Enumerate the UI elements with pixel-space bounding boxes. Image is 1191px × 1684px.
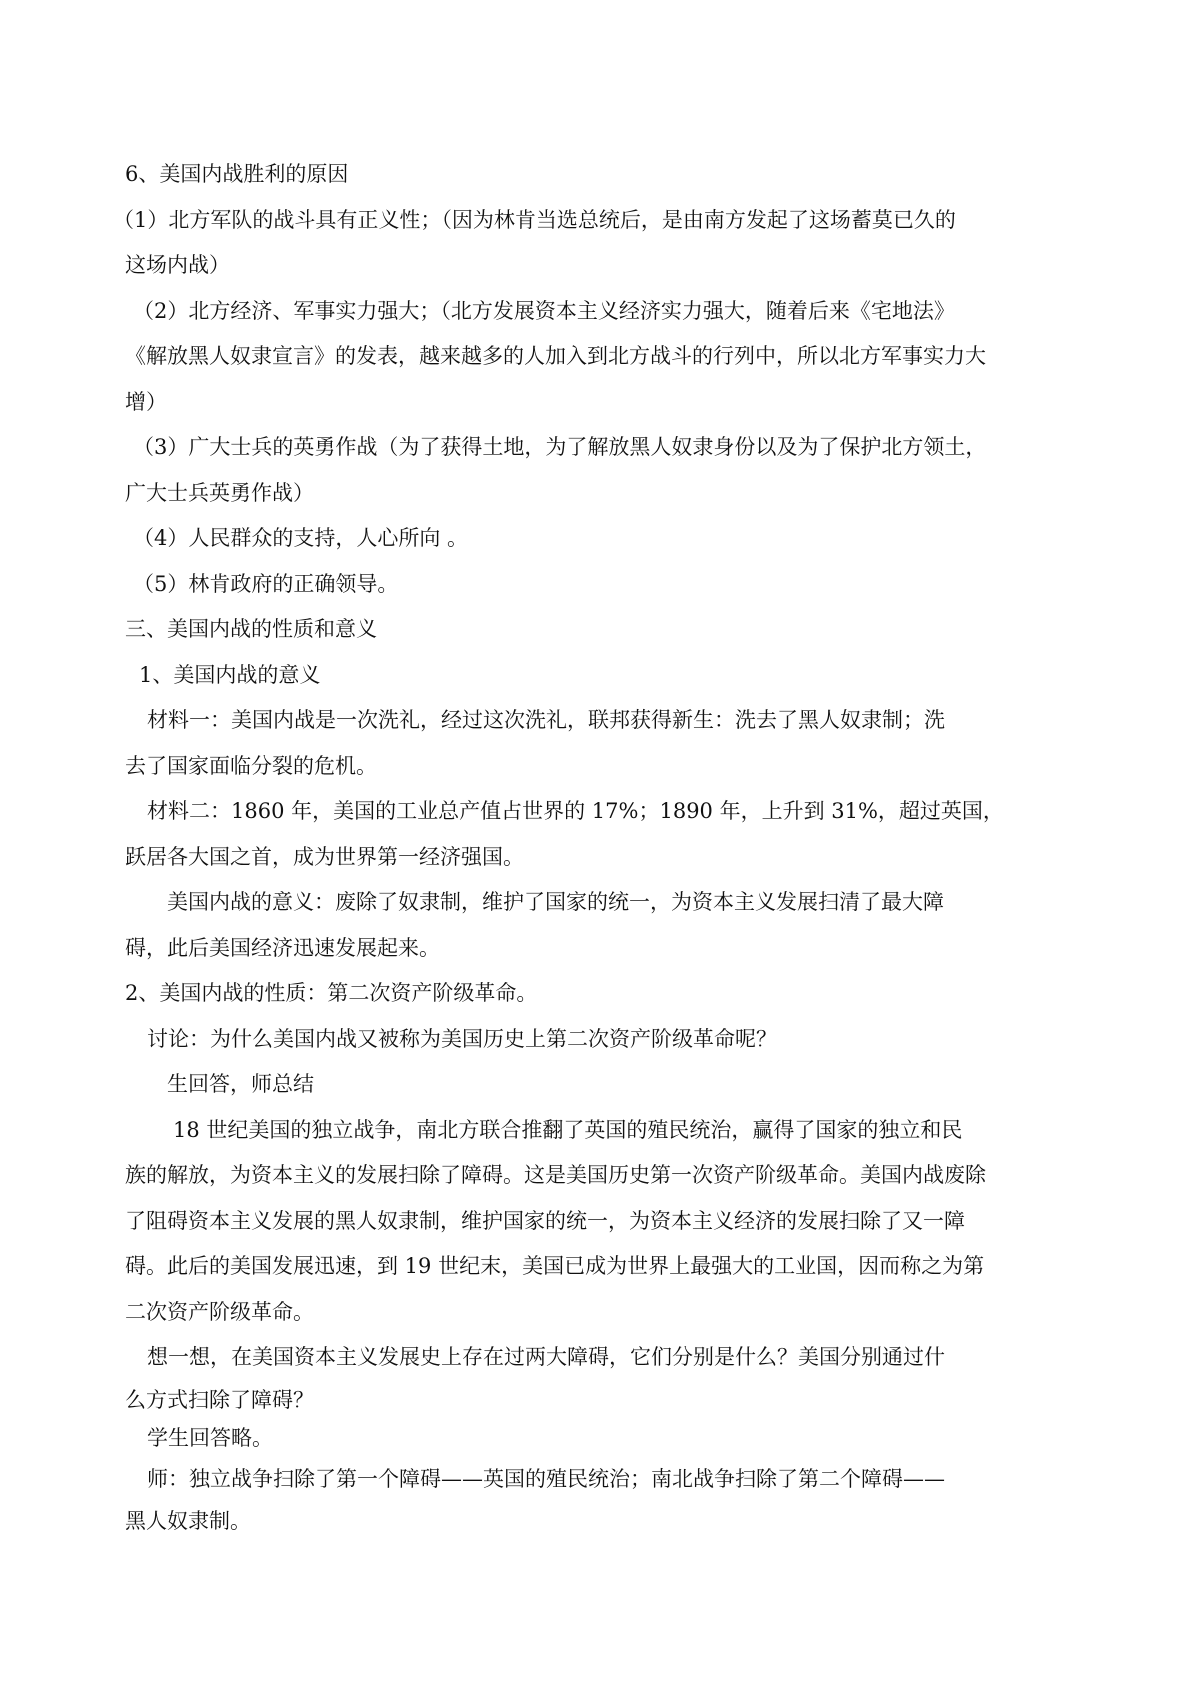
paragraph-line: （1）北方军队的战斗具有正义性；（因为林肯当选总统后，是由南方发起了这场蓄莫已久的 <box>113 207 956 232</box>
paragraph-line: 族的解放，为资本主义的发展扫除了障碍。这是美国历史第一次资产阶级革命。美国内战废除 <box>125 1163 986 1187</box>
paragraph-line: 了阻碍资本主义发展的黑人奴隶制，维护国家的统一，为资本主义经济的发展扫除了又一障 <box>125 1208 965 1233</box>
paragraph-line: 黑人奴隶制。 <box>125 1509 251 1533</box>
paragraph-line: 碍，此后美国经济迅速发展起来。 <box>125 935 440 960</box>
discussion-line: 讨论：为什么美国内战又被称为美国历史上第二次资产阶级革命呢？ <box>147 1026 777 1051</box>
paragraph-line: 18 世纪美国的独立战争，南北方联合推翻了英国的殖民统治，赢得了国家的独立和民 <box>173 1117 963 1142</box>
material-paragraph-line: 材料二：1860 年，美国的工业总产值占世界的 17%；1890 年，上升到 31%，超过英国， <box>147 799 1004 823</box>
paragraph-line: 学生回答略。 <box>147 1425 273 1450</box>
material-paragraph-line: 去了国家面临分裂的危机。 <box>125 753 377 778</box>
paragraph-line: （4）人民群众的支持，人心所向 。 <box>133 526 469 550</box>
paragraph-line: 这场内战） <box>125 253 230 277</box>
material-paragraph-line: 材料一：美国内战是一次洗礼，经过这次洗礼，联邦获得新生：洗去了黑人奴隶制；洗 <box>147 708 945 732</box>
paragraph-line: 增） <box>125 389 167 414</box>
paragraph-line: 《解放黑人奴隶宣言》的发表，越来越多的人加入到北方战斗的行列中，所以北方军事实力大 <box>125 344 986 368</box>
paragraph-line: 生回答，师总结 <box>167 1072 314 1096</box>
subsection-heading-significance: 1、美国内战的意义 <box>139 662 321 687</box>
paragraph-line: （5）林肯政府的正确领导。 <box>133 571 399 596</box>
paragraph-line: 师：独立战争扫除了第一个障碍——英国的殖民统治；南北战争扫除了第二个障碍—— <box>147 1466 945 1491</box>
paragraph-line: （2）北方经济、军事实力强大；（北方发展资本主义经济实力强大，随着后来《宅地法》 <box>133 298 955 323</box>
paragraph-line: 想一想，在美国资本主义发展史上存在过两大障碍，它们分别是什么？美国分别通过什 <box>147 1345 945 1369</box>
paragraph-line: （3）广大士兵的英勇作战（为了获得土地，为了解放黑人奴隶身份以及为了保护北方领土， <box>133 435 987 459</box>
paragraph-line: 二次资产阶级革命。 <box>125 1299 314 1324</box>
section-heading-nature-significance: 三、美国内战的性质和意义 <box>125 617 377 641</box>
document-body <box>113 152 1100 1540</box>
material-paragraph-line: 跃居各大国之首，成为世界第一经济强国。 <box>125 844 524 869</box>
subsection-heading-nature: 2、美国内战的性质：第二次资产阶级革命。 <box>125 981 538 1005</box>
paragraph-line: 美国内战的意义：废除了奴隶制，维护了国家的统一，为资本主义发展扫清了最大障 <box>167 890 944 914</box>
section-heading-victory-reasons: 6、美国内战胜利的原因 <box>125 162 349 186</box>
paragraph-line: 么方式扫除了障碍？ <box>125 1387 314 1412</box>
paragraph-line: 碍。此后的美国发展迅速，到 19 世纪末，美国已成为世界上最强大的工业国，因而称之为第 <box>125 1254 985 1278</box>
paragraph-line: 广大士兵英勇作战） <box>125 480 314 505</box>
